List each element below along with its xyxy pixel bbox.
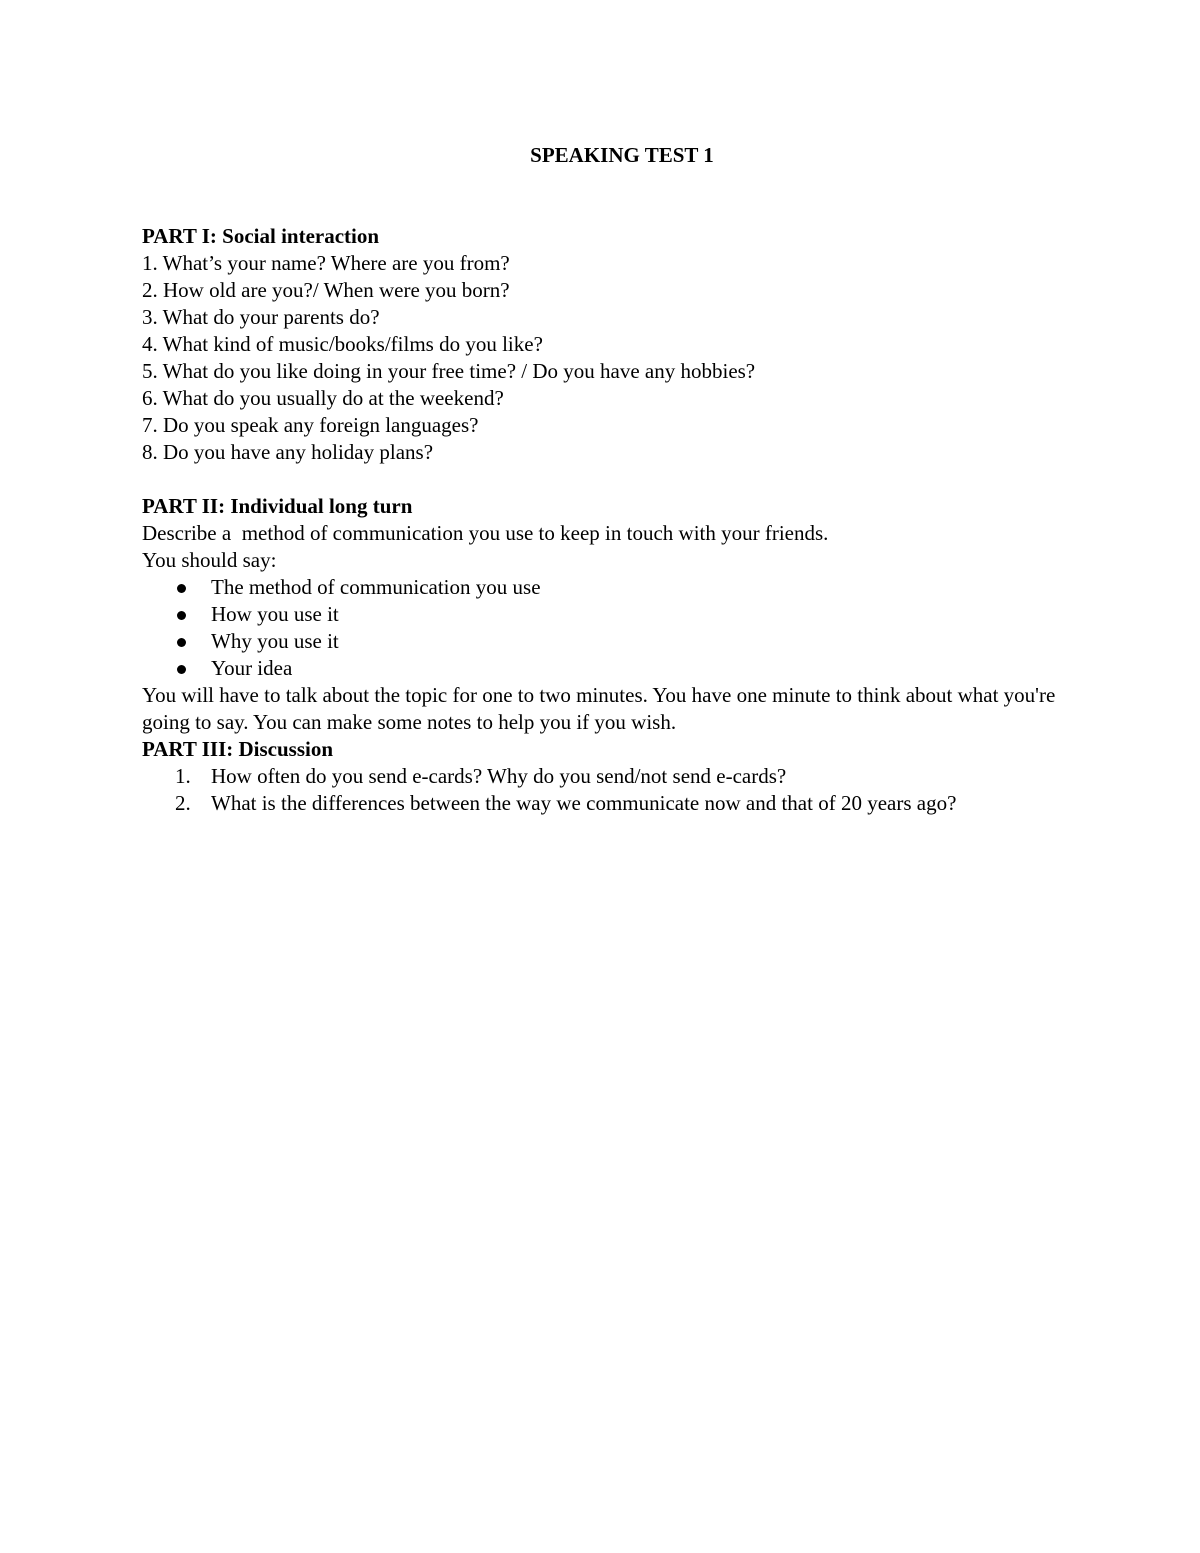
part2-intro: Describe a method of communication you use to keep in touch with your friends. (142, 521, 829, 545)
part1-question: 1. What’s your name? Where are you from? (142, 251, 510, 275)
part1-question: 8. Do you have any holiday plans? (142, 440, 434, 464)
question-number: 2. (175, 791, 191, 815)
part2-should-say: You should say: (142, 548, 277, 572)
question-text: What is the differences between the way we communicate now and that of 20 years ago? (211, 791, 957, 815)
part2-instructions: You will have to talk about the topic for one to two minutes. You have one minute to think about what you're going to say. You can make some notes to help you if you wish. (142, 683, 1056, 734)
bullet-text: Your idea (211, 656, 293, 680)
part1-question: 3. What do your parents do? (142, 305, 380, 329)
bullet-text: The method of communication you use (211, 575, 541, 599)
bullet-icon (177, 638, 186, 647)
list-item (142, 763, 1102, 790)
bullet-text: How you use it (211, 602, 339, 626)
part1-question: 6. What do you usually do at the weekend? (142, 386, 504, 410)
list-item (142, 601, 1102, 628)
part2-heading: PART II: Individual long turn (142, 494, 413, 518)
part1-question: 2. How old are you?/ When were you born? (142, 278, 510, 302)
bullet-icon (177, 584, 186, 593)
part2-bullet-list (142, 574, 1102, 682)
list-item (142, 790, 1102, 817)
part1-question: 5. What do you like doing in your free time? / Do you have any hobbies? (142, 359, 756, 383)
part3-heading: PART III: Discussion (142, 737, 334, 761)
bullet-icon (177, 665, 186, 674)
page-title: SPEAKING TEST 1 (530, 143, 714, 167)
list-item (142, 628, 1102, 655)
bullet-icon (177, 611, 186, 620)
part1-question: 7. Do you speak any foreign languages? (142, 413, 479, 437)
part3-question-list (142, 763, 1102, 817)
question-number: 1. (175, 764, 191, 788)
list-item (142, 574, 1102, 601)
list-item (142, 655, 1102, 682)
part1-question: 4. What kind of music/books/films do you like? (142, 332, 543, 356)
document-content (142, 142, 1102, 817)
bullet-text: Why you use it (211, 629, 339, 653)
question-text: How often do you send e-cards? Why do you send/not send e-cards? (211, 764, 787, 788)
part1-heading: PART I: Social interaction (142, 224, 380, 248)
section-spacer (142, 466, 1102, 493)
